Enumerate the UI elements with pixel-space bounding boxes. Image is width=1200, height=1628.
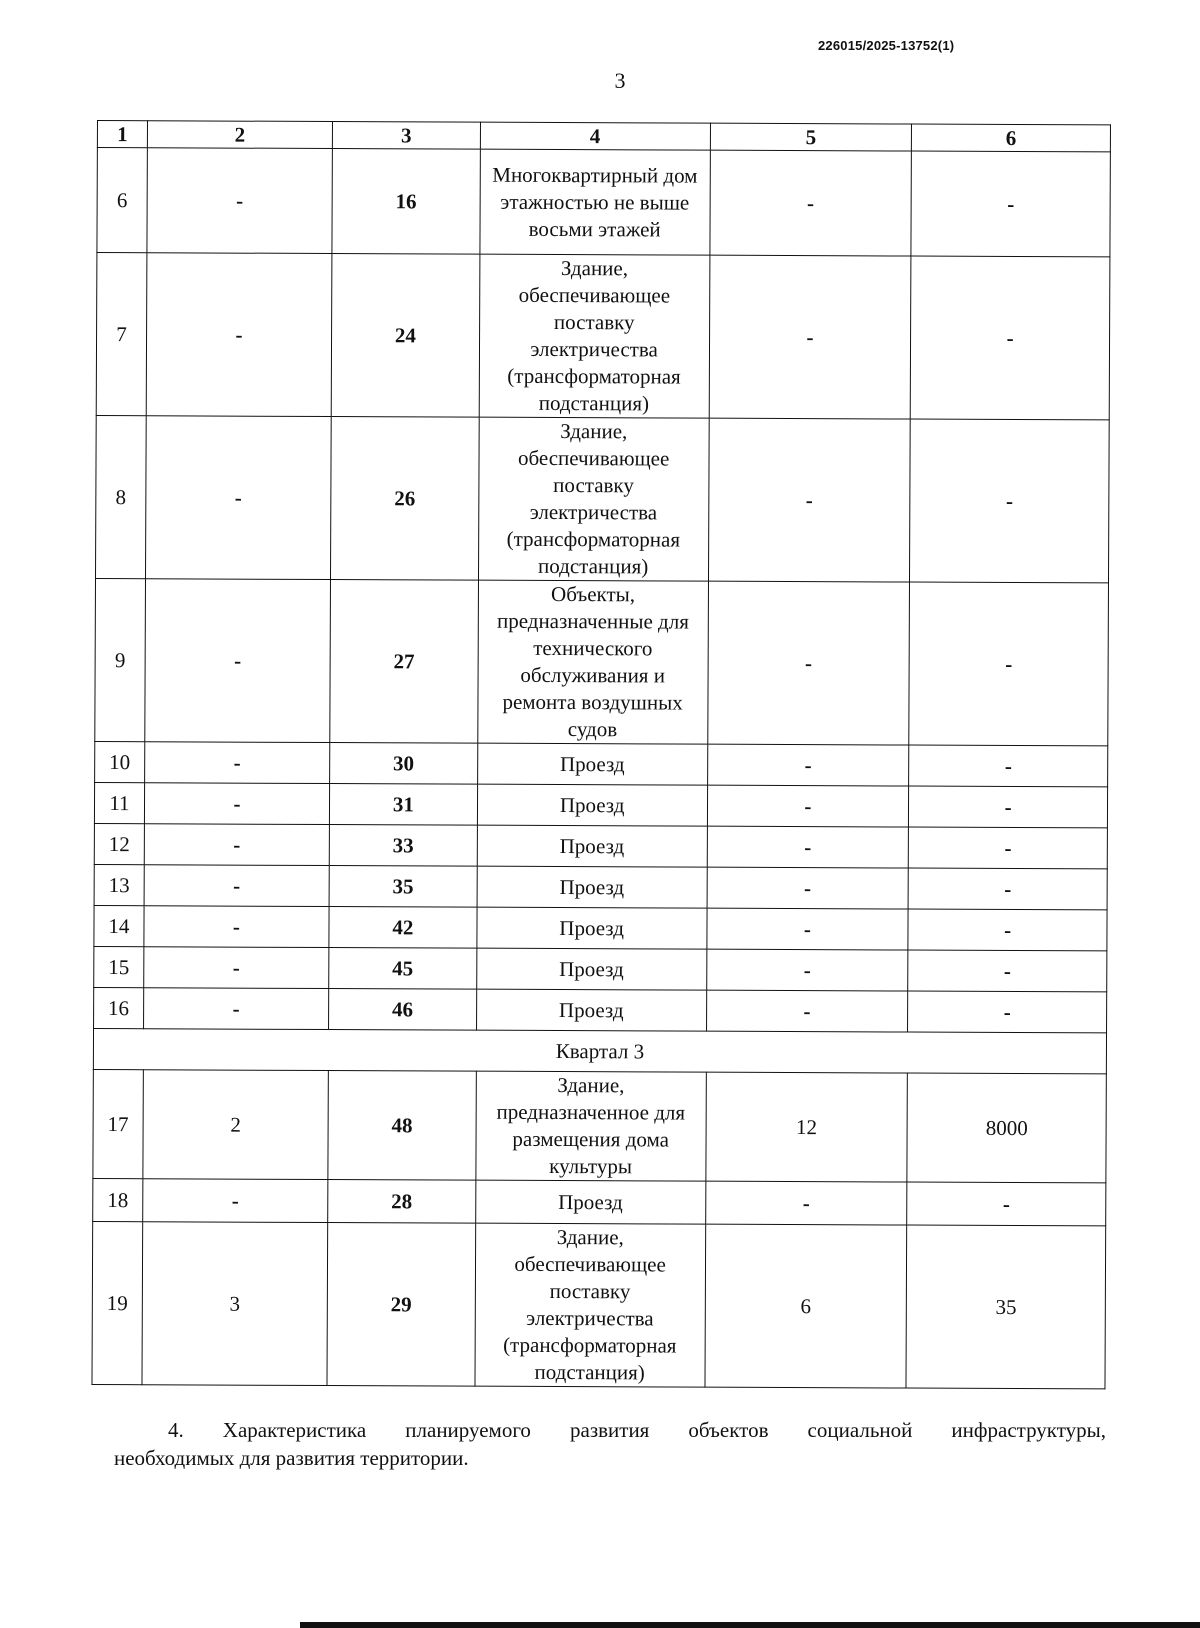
table-row — [95, 741, 1108, 786]
column-header: 2 — [147, 121, 332, 149]
cell-col6: 8000 — [907, 1073, 1106, 1183]
cell-col3: 45 — [329, 948, 477, 990]
cell-col6: - — [908, 868, 1107, 910]
document-id: 226015/2025-13752(1) — [818, 38, 955, 53]
objects-table — [91, 120, 1111, 1389]
cell-description: Проезд — [476, 989, 706, 1031]
cell-number: 16 — [94, 987, 144, 1028]
cell-col3: 48 — [328, 1071, 476, 1181]
cell-col5: - — [707, 744, 909, 786]
cell-col3: 46 — [329, 989, 477, 1031]
cell-description: Объекты, предназначенные для технического обслуживания и ремонта воздушных судов — [478, 580, 709, 744]
cell-col3: 29 — [327, 1223, 475, 1387]
cell-col2: - — [144, 947, 329, 989]
cell-col3: 35 — [329, 866, 477, 908]
cell-col5: - — [709, 255, 911, 419]
cell-description: Проезд — [477, 825, 707, 867]
cell-col5: - — [709, 150, 911, 256]
table-row — [95, 415, 1109, 582]
section-4-line-2: необходимых для развития территории. — [114, 1446, 469, 1470]
cell-col5: - — [705, 1181, 907, 1225]
cell-number: 11 — [94, 782, 144, 823]
cell-col6: - — [909, 582, 1108, 746]
cell-description: Здание, обеспечивающее поставку электричества (трансформаторная подстанция) — [475, 1223, 706, 1387]
cell-col6: - — [907, 1182, 1106, 1226]
cell-col2: - — [144, 783, 329, 825]
cell-col5: - — [706, 949, 908, 991]
cell-number: 13 — [94, 864, 144, 905]
cell-col3: 16 — [332, 149, 480, 255]
cell-col6: - — [910, 419, 1109, 583]
table-row — [94, 946, 1107, 991]
cell-col6: - — [909, 786, 1108, 828]
table-row — [94, 905, 1107, 950]
table-row — [92, 1221, 1106, 1388]
cell-col5: 6 — [705, 1224, 907, 1388]
cell-description: Проезд — [475, 1180, 705, 1224]
cell-col6: - — [908, 950, 1107, 992]
column-header: 1 — [97, 121, 147, 148]
cell-col2: - — [144, 906, 329, 948]
cell-description: Проезд — [477, 866, 707, 908]
quarter-row — [93, 1028, 1106, 1073]
cell-description: Проезд — [476, 948, 706, 990]
column-header: 3 — [332, 122, 480, 150]
table-row — [94, 987, 1107, 1032]
cell-col5: - — [707, 867, 909, 909]
cell-col2: 3 — [142, 1222, 328, 1386]
column-header: 4 — [480, 122, 710, 150]
cell-number: 10 — [95, 741, 145, 782]
cell-col3: 42 — [329, 907, 477, 949]
table-row — [94, 782, 1107, 827]
cell-number: 18 — [93, 1178, 143, 1221]
cell-number: 17 — [93, 1069, 143, 1178]
cell-number: 8 — [95, 415, 146, 578]
cell-col5: - — [706, 908, 908, 950]
cell-description: Проезд — [477, 784, 707, 826]
cell-col3: 30 — [330, 743, 478, 785]
cell-col5: - — [708, 418, 910, 582]
cell-description: Многоквартирный дом этажностью не выше восьми этажей — [480, 149, 710, 255]
cell-number: 14 — [94, 905, 144, 946]
cell-col3: 24 — [331, 254, 479, 418]
cell-number: 6 — [97, 148, 147, 253]
cell-col5: 12 — [705, 1072, 907, 1182]
cell-col2: - — [144, 824, 329, 866]
cell-number: 9 — [95, 578, 146, 741]
cell-col3: 31 — [329, 784, 477, 826]
cell-col2: - — [145, 416, 331, 580]
cell-number: 19 — [92, 1221, 143, 1384]
cell-col5: - — [707, 826, 909, 868]
table-row — [94, 864, 1107, 909]
section-4-line-1: 4. Характеристика планируемого развития объектов социальной инфраструктуры, — [168, 1418, 1106, 1442]
cell-col6: - — [911, 151, 1110, 257]
cell-description: Проезд — [477, 907, 707, 949]
cell-col6: - — [909, 827, 1108, 869]
cell-col6: - — [909, 745, 1108, 787]
cell-col3: 27 — [330, 580, 478, 744]
cell-col2: 2 — [143, 1070, 329, 1180]
cell-description: Проезд — [477, 743, 707, 785]
cell-col6: - — [908, 991, 1107, 1033]
column-header: 6 — [912, 124, 1111, 152]
cell-col2: - — [144, 865, 329, 907]
cell-col5: - — [707, 785, 909, 827]
cell-description: Здание, обеспечивающее поставку электричества (трансформаторная подстанция) — [478, 417, 709, 581]
cell-col6: 35 — [906, 1225, 1105, 1389]
column-header: 5 — [710, 123, 912, 151]
cell-col5: - — [706, 990, 908, 1032]
cell-col2: - — [143, 988, 328, 1030]
cell-col3: 33 — [329, 825, 477, 867]
cell-number: 7 — [96, 253, 147, 416]
bottom-rule — [300, 1622, 1200, 1628]
cell-col6: - — [911, 256, 1110, 420]
table-row — [95, 578, 1109, 745]
table-row — [97, 148, 1110, 257]
cell-col6: - — [908, 909, 1107, 951]
cell-col2: - — [147, 148, 333, 254]
cell-col5: - — [707, 581, 909, 745]
cell-description: Здание, предназначенное для размещения дома культуры — [476, 1071, 706, 1181]
cell-number: 12 — [94, 823, 144, 864]
cell-col2: - — [145, 742, 330, 784]
cell-col2: - — [145, 579, 331, 743]
cell-description: Здание, обеспечивающее поставку электричества (трансформаторная подстанция) — [479, 254, 710, 418]
table-row — [96, 253, 1110, 420]
cell-col3: 26 — [331, 417, 479, 581]
section-4-paragraph — [114, 1416, 1106, 1472]
table-row — [93, 1178, 1106, 1225]
cell-col2: - — [143, 1179, 328, 1223]
cell-col3: 28 — [328, 1180, 476, 1224]
cell-number: 15 — [94, 946, 144, 987]
table-row — [93, 1069, 1106, 1182]
quarter-label: Квартал 3 — [93, 1028, 1106, 1073]
cell-col2: - — [146, 253, 332, 417]
page-number: 3 — [614, 68, 626, 93]
table-row — [94, 823, 1107, 868]
